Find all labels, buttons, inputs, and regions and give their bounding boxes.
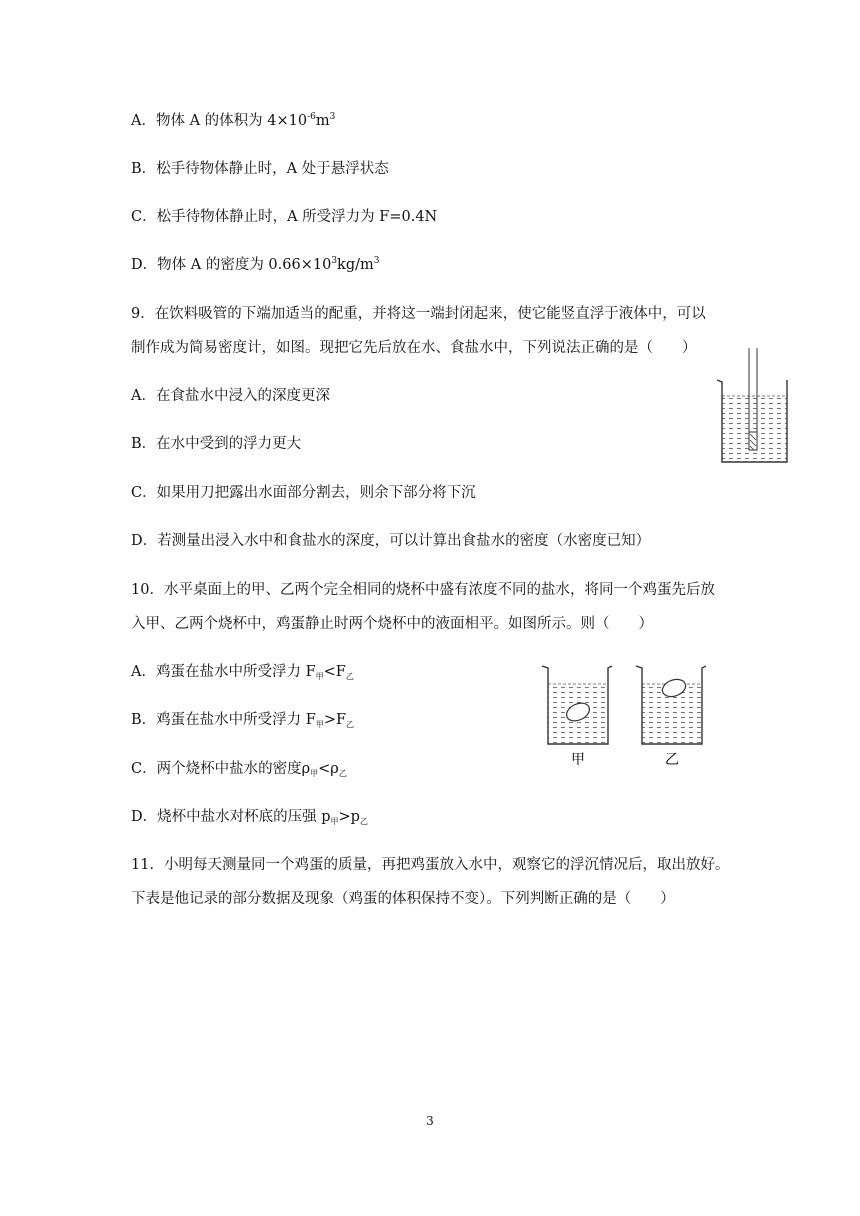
- q8-option-a: A．物体 A 的体积为 $4\times 10^{-6}m^3$: [131, 112, 336, 129]
- q10-option-a: A．鸡蛋在盐水中所受浮力 $F_甲<F_乙$: [131, 664, 354, 681]
- q9-option-d: D．若测量出浸入水中和食盐水的深度，可以计算出食盐水的密度（水密度已知）: [131, 533, 651, 549]
- q10-option-c: C．两个烧杯中盐水的密度$\rho_甲<\rho_乙$: [131, 761, 347, 778]
- q9-option-a: A．在食盐水中浸入的深度更深: [131, 388, 330, 404]
- q11-stem-line2: 下表是他记录的部分数据及现象（鸡蛋的体积保持不变）。下列判断正确的是（ ）: [131, 891, 675, 907]
- q9-stem-line1: 9．在饮料吸管的下端加适当的配重，并将这一端封闭起来，使它能竖直浮于液体中，可以: [131, 306, 706, 322]
- q9-stem-line2: 制作成为简易密度计，如图。现把它先后放在水、食盐水中，下列说法正确的是（ ）: [131, 340, 697, 356]
- q8-option-d: D．物体 A 的密度为 $0.66\times 10^3kg/m^3$: [131, 256, 380, 273]
- figure-label-yi: 乙: [665, 752, 679, 768]
- q11-stem-line1: 11．小明每天测量同一个鸡蛋的质量，再把鸡蛋放入水中，观察它的浮沉情况后，取出放好。: [131, 857, 730, 873]
- q9-option-c: C．如果用刀把露出水面部分割去，则余下部分将下沉: [131, 485, 476, 501]
- q10-option-b: B．鸡蛋在盐水中所受浮力 $F_甲>F_乙$: [131, 712, 355, 729]
- q9-option-b: B．在水中受到的浮力更大: [131, 436, 302, 452]
- figure-label-jia: 甲: [571, 752, 585, 768]
- q8-option-b: B．松手待物体静止时，A 处于悬浮状态: [131, 161, 389, 177]
- beaker-yi: [636, 666, 706, 744]
- densimeter-beaker-figure: [712, 346, 792, 466]
- egg-beakers-figure: [536, 660, 718, 772]
- q8-option-c: C．松手待物体静止时，A 所受浮力为 F=0.4N: [131, 209, 438, 225]
- q10-option-d: D．烧杯中盐水对杯底的压强 $p_甲>p_乙$: [131, 809, 368, 826]
- beaker-jia: [542, 666, 612, 744]
- page-number: 3: [426, 1114, 434, 1128]
- q10-stem-line1: 10．水平桌面上的甲、乙两个完全相同的烧杯中盛有浓度不同的盐水，将同一个鸡蛋先后放: [131, 582, 715, 598]
- q10-stem-line2: 入甲、乙两个烧杯中，鸡蛋静止时两个烧杯中的液面相平。如图所示。则（ ）: [131, 616, 653, 632]
